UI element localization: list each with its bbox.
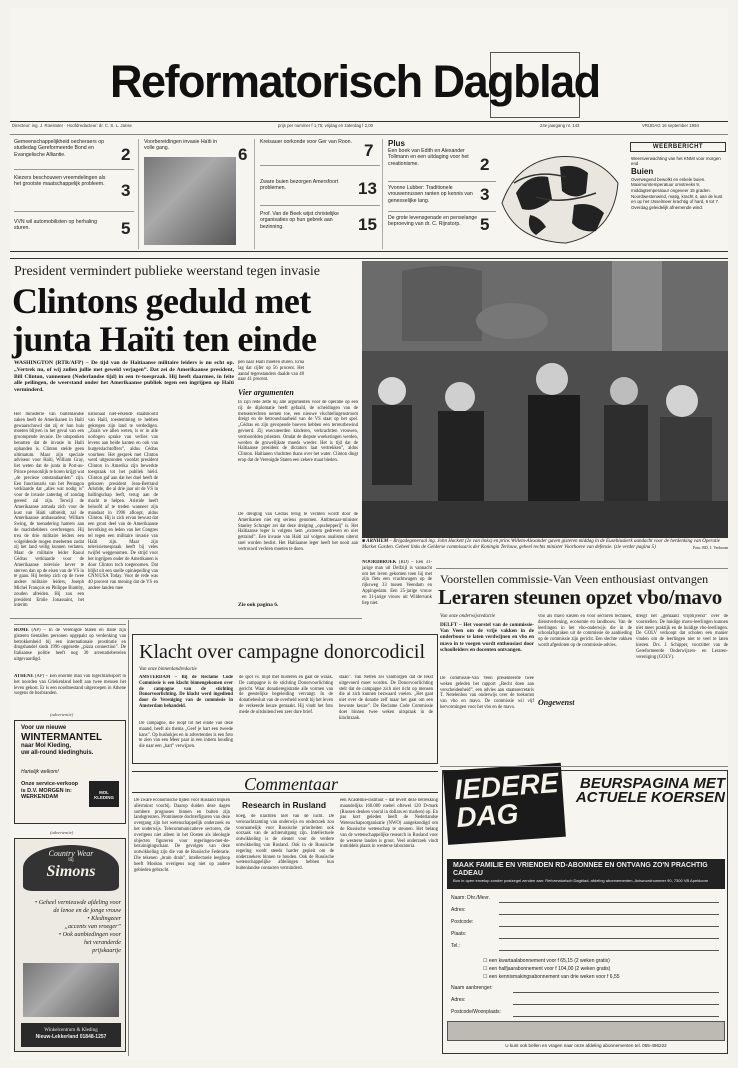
main-news-photo xyxy=(362,261,728,538)
klacht-column-1: De campagne, die loopt tot het einde van deze maand, heeft als thema „Geef je hart een tweede kans”. Op bushokjes en in advertenties is een foto te zien van een Meer paar in een intiem houding die naar een „hart” verwijzen. xyxy=(139,721,233,750)
masthead-date: VRIJDAG 16 september 1994 xyxy=(642,123,699,128)
form-label-postcode: Postcode: xyxy=(451,919,474,925)
simons-item: de lenoe en de jonge vrouw xyxy=(53,907,121,914)
index-page-number: 6 xyxy=(238,145,248,164)
teachers-headline[interactable]: Leraren steunen opzet vbo/mavo xyxy=(438,585,723,609)
beurs-footer: U kunt ook bellen en vragen naar onze afdeling abonnementen tel. 055-496222 xyxy=(505,1043,667,1048)
weather-subtitle: Weersverwachting van het KNMI voor morgen end xyxy=(631,156,721,167)
index-page-number: 5 xyxy=(480,215,490,234)
form-label-recruiter-address: Adres: xyxy=(451,997,466,1003)
column-divider xyxy=(128,620,129,1056)
mol-kleding-logo: MOL KLEDING xyxy=(89,781,119,807)
index-page-number: 3 xyxy=(480,185,490,204)
simons-footer xyxy=(21,1023,121,1047)
weather-header: WEERBERICHT xyxy=(630,142,726,152)
klacht-column-2: de spot vs. mijd met luisteren en gaat de wraak. De campagne is de stichting Donorvoorlichting gericht. Waar donatieregistratie alle vormen van de geestelijke begeleiding vervangt. In de donatiebesluit van de overheid wordt bij het leven de verkeerde keuze gemaakt. Hij vindt het foto mede de uitsluitend een zeer dure brief. xyxy=(239,675,333,715)
iedere-dag-sticker xyxy=(443,763,566,845)
index-divider xyxy=(260,165,380,166)
haiti-children-photo xyxy=(144,157,236,245)
brief-rome[interactable] xyxy=(14,628,126,672)
index-page-number: 15 xyxy=(358,215,377,234)
ad-line: uw all-round kledinghuis. xyxy=(21,750,94,756)
teachers-byline: Van onze onderwijsredactie xyxy=(440,614,496,619)
index-column-divider xyxy=(254,139,255,249)
lead-see-also[interactable]: Zie ook pagina 6. xyxy=(238,602,279,608)
lead-column-3: pen naar Haïti moeten sturen. Erna lag dat cijfer op 56 procent. Het aantal tegenstanders daalde van 48 naar 41 procent. xyxy=(238,360,304,383)
simons-ad[interactable] xyxy=(14,838,126,1052)
newspaper-title: Reformatorisch Dagblad xyxy=(110,56,600,107)
ad-line: naar Mol Kleding, xyxy=(21,743,72,749)
ad-label: (advertentie) xyxy=(50,830,74,835)
form-field-address[interactable] xyxy=(499,914,719,915)
ad-line: Voor uw nieuwe xyxy=(21,725,67,731)
klacht-article-box xyxy=(132,634,438,764)
weather-block xyxy=(631,156,727,210)
index-page-number: 2 xyxy=(480,155,490,174)
lead-column-2: nationaal niet-erkende staatshoofd van Haïti, toestemming te hebben gekregen zijn land te verdedigen. „Zoals we allen weten, is er in alle oorlogen sprake van verlies van levens aan beide kanten en ook van burgerslachtoffers”, aldus Cédras voorheer. Het gesprek met Clinton werd uitgezonden voordat president Clinton in Amerika zijn bewerkte toespraak tot het publiek hield. Clinton gaf aan dat het doel heeft de gekozen president Jean-Bertrand Aristide, die al drie jaar uit de VS in ballingschap leeft, terug aan de macht te helpen. Aristide heeft beloofd af te treden wanneer zijn mandaat in 1996 afloopt, aldus Clinton. Hij is zich ervan bewust dat een groot deel van de Amerikaanse bevolking en leden van het Congres tel tegen een militaire invasie van Haïti zijn. Maar zijn televisietoespraak heeft bij veles twijfel weggenomen. De strijd voor het ingrijpen onder de Amerikanen is door Clinton toch toegenomen. Dat blijkt uit een snelle opiniepeiling van CNN/USA Today. Voor de rede was 40 procent van mening dat de VS en andere landen mee xyxy=(88,412,158,591)
index-item[interactable]: Kiezers beschouwen vreemdelingen als het grootste maatschappelijk probleem. xyxy=(14,175,106,188)
teachers-column-2: vbo als mavo kiezen en voor sectoren techniek, dienstverlening, economie en landbouw. Van de leerlingen in het vbo-onderwijs die in de schoolafspraken uit de commissie de aanbieding op de commissie zijn gericht. Een slechte vakken wordt afgesloten op de commissie-advies. xyxy=(538,614,632,648)
photo-caption: ■ ARNHEM – Brigadegeneraal ing. John Hackett (2e van links) en prins Willem-Alexander gaven gisteren middag in de Eusebiuskerk aandacht voor de herdenking van Operatie Market Garden. Geheel links de Gelderse commissaris der Koningin Terlouw, geheel rechts minister Voorhoeve van defensie. (zie verder pagina 5) Foto: RD, J. Verboom xyxy=(362,539,728,551)
plus-label: Plus xyxy=(388,139,405,148)
offer-text: MAAK FAMILIE EN VRIENDEN RD-ABONNEE EN ONTVANG ZO'N PRACHTIG CADEAU xyxy=(453,862,708,877)
brief-place: ROME xyxy=(14,628,29,633)
lead-kicker: President vermindert publieke weerstand tegen invasie xyxy=(14,264,320,279)
simons-item: het veranderde xyxy=(83,939,121,946)
index-divider xyxy=(14,169,134,170)
form-field-postcode[interactable] xyxy=(499,926,719,927)
form-label-name: Naam: Dhr./Mevr. xyxy=(451,895,490,901)
form-field-recruiter-city[interactable] xyxy=(513,1016,719,1017)
form-label-address: Adres: xyxy=(451,907,466,913)
form-label-phone: Tel.: xyxy=(451,943,461,949)
newspaper-page xyxy=(10,8,728,1060)
ad-label: (advertentie) xyxy=(50,712,74,717)
index-strip xyxy=(10,134,728,252)
beurs-offer-banner xyxy=(447,859,725,889)
commentaar-title: Commentaar xyxy=(244,774,338,794)
plus-section[interactable] xyxy=(388,139,476,167)
klacht-intro: AMSTERDAM – Bij de Reclame Code Commissie is een klacht binnengekomen over de campagne van de stichting Donorvoorlichting. De klacht werd ingediend door de Vereniging van de commissie in Amsterdam behandeld. xyxy=(139,675,233,709)
teachers-intro: DELFT – Het voorstel van de commissie-Van Veen om de vrije vakken in de onderbouw te laten verdwijnen en vbo en mavo in te voegen wordt enthousiast door schoolleiders en docenten ontvangen. xyxy=(440,622,534,653)
simons-item: • Ook aanbiedingen voor xyxy=(58,931,121,938)
commentaar-column-1: De zware economische tijden voor Rusland blijken allerminst voorbij. Daarop duiden deze dagen sombere prognoses binnen en buiten zijn landsgrenzen. Prominente dochterfiguren van deze overgang zijn het wetenschappelijk onderzoek en het onderwijs. Telecommunicatieve sectoren, die overigens niet alleen in het Oosten als ideologie objecten figureren voor regeringen-met-de-bezuinigingschaar. De gevolgen van deze ontwikkeling zijn die van de Russische Federatie. Die tekenen „brain drain”, intellectuele leegloop heeft Moskou overigens nog niet op andere gebieden gebracht. xyxy=(134,798,230,873)
index-page-number: 2 xyxy=(121,145,131,164)
index-page-number: 3 xyxy=(121,181,131,200)
caption-text: – Brigadegeneraal ing. John Hackett (2e van links) en prins Willem-Alexander gaven gisteren middag in de Eusebiuskerk aandacht voor de herdenking van Operatie Market Garden. Geheel links de Gelderse commissaris der Koningin Terlouw, geheel rechts minister Voorhoeve van defensie. (zie verder pagina 5) xyxy=(362,539,721,551)
form-field-phone[interactable] xyxy=(499,950,719,951)
klacht-byline: Van onze binnenlandredactie xyxy=(139,667,197,672)
masthead-prices: prijs per nummer f 1,75; vrijdag en zaterdag f 2,00 xyxy=(278,123,374,128)
index-item[interactable]: Kreisauer oorkonde voor Ger van Roon. xyxy=(260,139,352,145)
lead-headline[interactable]: Clintons geduld met junta Haïti ten einde xyxy=(12,281,317,359)
brief-body: (AP) – In de Verenigde Staten en Italië zijn gisteren tientallen personen opgepakt op verdenking van betrokkenheid bij een internationale prostitutie en drugshandel sinds 1996 opgezette „pizza connection”. De Italiaanse politie heeft nog 30 arrestatiebevelen uitgevaardigd. xyxy=(14,628,126,662)
weather-title: Buien xyxy=(631,166,654,176)
masthead-jaargang: 24e jaargang nr. 143 xyxy=(540,123,580,128)
lead-column-3b: In zijn rede zette hij alle argumenten voor de operatie op een rij: de diplomatie heeft gefaald, de scheidingen van de mensenrechten nemen toe, een nieuwe vluchtelingenstroom dreigt en de betrouwbaarheid van de VS staat op het spel. „Cédras en zijn gevopende boeven hebben een terreurbewind gevoerd. Zij executeerden kinderen, verkrachtten vrouwen, vermoordden priesters. Omdat de diepste woekeringen werden, werden de gruwelijkste moeds wreder. Het is tijd dat de Haïtiaanse president de dictators laat vertrekken”, aldus Clinton. Haïtianen vluchtten thans over het water. Clinton dingt erop dat de Verenigde Staten een zekere maat bieden. xyxy=(238,400,358,463)
plus-text: Een boek van Edith en Alexander Tollmann en een uitdaging voor het creationisme. xyxy=(388,148,469,167)
form-label-city: Plaats: xyxy=(451,931,467,937)
ad-welcome: Hartelijk welkom! xyxy=(21,769,59,775)
index-divider xyxy=(14,211,134,212)
weather-globe-map xyxy=(496,143,624,249)
index-item[interactable]: Voorbereidingen invasie Haïti in volle gang. xyxy=(144,139,217,152)
weather-text: Overwegend bewolkt en enkele buien. Maximumtemperatuur omstreeks 9, middagtemperatuur ongeveer 15 graden. Noordwestenwind, matig, kracht 4, aan de kust en op het IJsselmeer krachtig of hard, 6 tot 7. Overdag geleidelijk afnemende wind. xyxy=(631,176,723,210)
simons-top: Country Wear xyxy=(48,849,94,858)
form-label-recruiter-city: Postcode/Woonplaats: xyxy=(451,1009,501,1015)
index-item[interactable]: Yvonne Lubber: Traditionele vrouwenrussen ranten op kennis van genesselijke lang. xyxy=(388,185,473,204)
brief-text xyxy=(362,560,432,610)
lead-column-3c: De dreiging van Cédras terug te vechten wordt door de Amerikanen niet erg serieus genomen. Ambtenaar-minister Stanley Schrager zei dat deze dreiging „opschepperij” is. Het Haïtiaanse leger is volgens hem „extreem gedreven en niet getraind”. Een invasie van Haïti zal volgens analisten uiterst snel worden beslist. Het Haïtiaanse leger heeft het nooit aan vertrouwd vechten moeten te doen. xyxy=(238,512,358,552)
sticker-text: IEDERE DAG xyxy=(453,767,560,834)
index-column-divider xyxy=(138,139,139,249)
option-halfyear[interactable]: ☐ een halfjaarabonnement voor f 104,00 (2 weken gratis) xyxy=(483,966,611,972)
brief-body: (RD) – Een 31-jarige man uit Delfzijl is vannacht om het leven gekomen toen hij met zijn fiets een vrachtwagen op de rijksweg 33 tussen Veendam en Appingedam. Een 25-jarige vrouw en 31-jarige vrouw uit Wildervank liep niet. xyxy=(362,560,432,606)
form-field-recruiter[interactable] xyxy=(513,992,719,993)
lead-intro: WASHINGTON (RTR/AFP) – De tijd van de Haïtiaanse militaire leiders is nu echt op. „Vertrek nu, of wij zullen jullie met geweld verjagen”. Dat zei de Amerikaanse president, Bill Clinton, vannemen (Nederlandse tijd) in een tv-toespraak. Hij heeft daarmee, in feite alle peilingen, de weerstand onder het Amerikaanse publiek tegen een ingrijpen op Haïti verminderd. xyxy=(14,360,234,394)
brief-body: (AP) – Een enorme man van logechtarksport in het noorden van Griekenland heeft aan twee mensen het leven gekost. Er is een noodtoestand uitgeroepen in Athene wegens de bosbranden. xyxy=(14,674,126,697)
teachers-kicker: Voorstellen commissie-Van Veen enthousiast ontvangen xyxy=(440,572,709,586)
mol-kleding-ad[interactable] xyxy=(14,720,126,824)
ad-wintermantel-text xyxy=(21,725,102,757)
index-item[interactable]: Gemeenschappelijkheid oecheraers op studiedag Gereformeerde Bond en Evangelische Alliantie. xyxy=(14,139,104,158)
index-divider xyxy=(388,211,496,212)
lead-subhead: Vier argumenten xyxy=(238,388,294,397)
simons-photo xyxy=(23,963,119,1017)
index-divider xyxy=(260,205,380,206)
brief-place: NOORDBROEK xyxy=(362,560,397,565)
section-rule xyxy=(440,766,728,767)
form-label-recruiter: Naam aanbrenger: xyxy=(451,985,493,991)
masthead xyxy=(10,8,728,128)
commentaar-column-2: noeg, de klachten niet van de lucht. De veronachtzaming van onderwijs en onderzoek zou voornamelijk voor Russische prioriteiten ook oorzaak van de achteruitgang zijn. Intellectuele ontwikkeling is de sleutel voor de verdere ontwikkeling van Rusland. Ook in de Russische regering wordt steeds harder gepleit om de onderzoekers binnen te houden. Ook de Russische wetenschappelijke afdelingen hebben hun buitenlandse contacten verminderd. xyxy=(236,814,334,872)
simons-mid: bij xyxy=(68,858,74,863)
klacht-headline[interactable]: Klacht over campagne donorcodicil xyxy=(139,641,425,663)
brief-place: ATHENE xyxy=(14,674,34,679)
index-item[interactable]: Prof. Van de Beek wijst christelijke organisaties op hun gebrek aan bezinning. xyxy=(260,211,339,230)
ad-line: WINTERMANTEL xyxy=(21,732,103,743)
beurspagina-ad[interactable] xyxy=(442,767,728,1054)
photo-credit: Foto: RD, J. Verboom xyxy=(692,545,728,551)
form-field-name[interactable] xyxy=(499,902,719,903)
simons-footer-line: Winkelcentrum & Kleding xyxy=(44,1028,98,1033)
subscription-options xyxy=(483,957,723,981)
simons-logo xyxy=(23,845,119,891)
index-column-divider xyxy=(382,139,383,249)
teachers-subhead: Ongewenst xyxy=(538,698,575,707)
index-page-number: 13 xyxy=(358,179,377,198)
simons-item: „accents van vroeger” xyxy=(64,923,121,930)
commentaar-subtitle: Research in Rusland xyxy=(241,800,327,810)
teachers-rule xyxy=(436,568,728,569)
form-field-city[interactable] xyxy=(499,938,719,939)
caption-location: ARNHEM xyxy=(366,539,389,544)
simons-item: • Kledingzeer xyxy=(87,915,121,922)
simons-item: prijskaartje xyxy=(92,947,121,954)
brief-athene[interactable] xyxy=(14,674,126,708)
option-trial[interactable]: ☐ een kennismakingsabonnement van drie weken voor f 6,55 xyxy=(483,974,620,980)
teachers-column-3: dreigt het „gemaakt vrijblijvend” over de voorstellen. De huidige mavo-leerlingen kunnen niet meer praktijk en de huidige vbo-leerlingen. De GOLV verkoopt dat scholen een manier vinden om de leerlingen niet te veel te laten kiezen. Drs. J. Schipper, voorzitter van de Gereformeerde Onderwijzers- en Leraren-vereniging (GOLV). xyxy=(636,614,728,660)
option-quarter[interactable]: ☐ een kwartaalabonnement voor f 65,15 (2 weken gratis) xyxy=(483,958,610,964)
index-item[interactable]: De grote levensgenade en penselange beproeving van dr. C. Rijnstorp. xyxy=(388,215,478,228)
index-page-number: 7 xyxy=(364,141,374,160)
beurs-slogan: BEURSPAGINA MET ACTUELE KOERSEN xyxy=(575,775,725,806)
ad-hours: Onze service-verkoop is D.V. MORGEN in: WERKENDAM xyxy=(21,781,79,800)
masthead-directeur: Directeur: ing. J. Roestoter · Hoofdredacteur: dr. C. S. L. Janse xyxy=(12,123,132,128)
form-field-recruiter-address[interactable] xyxy=(513,1004,719,1005)
index-divider xyxy=(388,181,496,182)
lead-column-1: Het ministerie van buitenlandse zaken heeft de Amerikanen in Haïti gewaarschuwd dat zij er hun huis moeten blijven in het geval van een grootopende invasie. De uitsponken benutten dat de invasie in Haïti ophanden is. Clinton stelde geen ultimatum. Maar zijn speciale adviseur voor Haïti, William Gray, liet weten dat de junta in Port-au-Prince persoonlijk te horen krijgt wat „de precieze omstandaarden” zijn. Een functionaris van het Pentagon verklaarde dat „alles wat nodig is” voor de invasie zaterdag of zondag gereed zal zijn. Terwijl de Amerikaanse armada zich voor de kust van Haïti uitbreidt, zal de Amerikaanse ambassadeur, William Swing, de toenadering hamers aan de machthebbers overbrengen. Hij trea de drie militaire leiders een volgeldende mogen meebetten zodat zij het land veilig kunnen verlaten. Maar de militaire leider Raoul Cédras verklaarde voor de Amerikaanse televisie kever te sterven dan op de eisen van de VS in te gaan. Hij beriep zich op de twee andere militaire leiders, Joseph Michel François en Philippe Biamby, zouden afreiden. Hij zou een president Emile Jonassaint, het interim xyxy=(14,412,84,609)
simons-address: Nieuw-Lekkerland 01848-1257 xyxy=(35,1034,107,1040)
simons-items xyxy=(23,899,121,955)
klacht-column-3: staan”. Van Netten zei vanmorgen dat de tekst uitgevoerd moet worden. De Donorvoorlichting stelt dat de campagne zich niet richt op mensen die al zich kunnen bezwaard voelen. „Het gaat niet over de donatie zelf maar het gaat om een bewuste keuze”. De Reclame Code Commissie doet binnen twee weken uitspraak in de klachtzaak. xyxy=(339,675,433,721)
ceremony-photo-illustration xyxy=(362,261,728,538)
offer-subtext: Bon in open envelop zonder postzegel zenden aan: Reformatorisch Dagblad, afdeling abonnementen, Antwoordnummer 90, 7300 VB Apeldoorn xyxy=(453,878,709,883)
option-label: een kennismakingsabonnement van drie weken voor f 6,55 xyxy=(488,974,620,980)
index-page-number: 5 xyxy=(121,219,131,238)
section-rule xyxy=(10,618,362,619)
option-label: een halfjaarabonnement voor f 104,00 (2 weken gratis) xyxy=(488,966,611,972)
simons-item: • Geheel vernieuwde afdeling voor xyxy=(34,899,121,906)
commentaar-column-3: een Academie-instituut – dat levert deze betrekking maandelijks 160.000 roebel oftewel 120 D-mark (Russen denken vooral in dollars en marken) op. En pas kort geleden heeft de Nederlandse Wetenschapsorganisatie (NWO) aangekondigd om de Russische wetenschap te steunen. Het belang van de wetenschappelijke research in Rusland voor de westerse landen is groot. Veel onderzoek vindt inmiddels plaats in westerse laboratoria. xyxy=(340,798,438,850)
gift-options-box[interactable] xyxy=(447,1021,725,1041)
simons-name: Simons xyxy=(46,863,96,880)
teachers-column-1: De commissie-Van Veen presenteerde twee weken geleden het rapport „Recht doen aan verscheidenheid”, een advies aan staatssecretaris T. Netelenbos van onderwijs over de toekomst van vbo en mavo. De commissie wil vijf hervormingen voor het vbo en de mavo. xyxy=(440,676,534,710)
index-item[interactable]: VVN wil automobilisten op herhaling sturen. xyxy=(14,219,98,232)
brief-noordbroek[interactable] xyxy=(362,560,432,610)
briefs-rule xyxy=(14,624,126,625)
commentaar-header xyxy=(132,771,438,793)
index-item[interactable]: Zware buien bezorgen Amersfoort problemen. xyxy=(260,179,339,192)
section-rule xyxy=(10,258,728,259)
option-label: een kwartaalabonnement voor f 65,15 (2 weken gratis) xyxy=(488,958,610,964)
